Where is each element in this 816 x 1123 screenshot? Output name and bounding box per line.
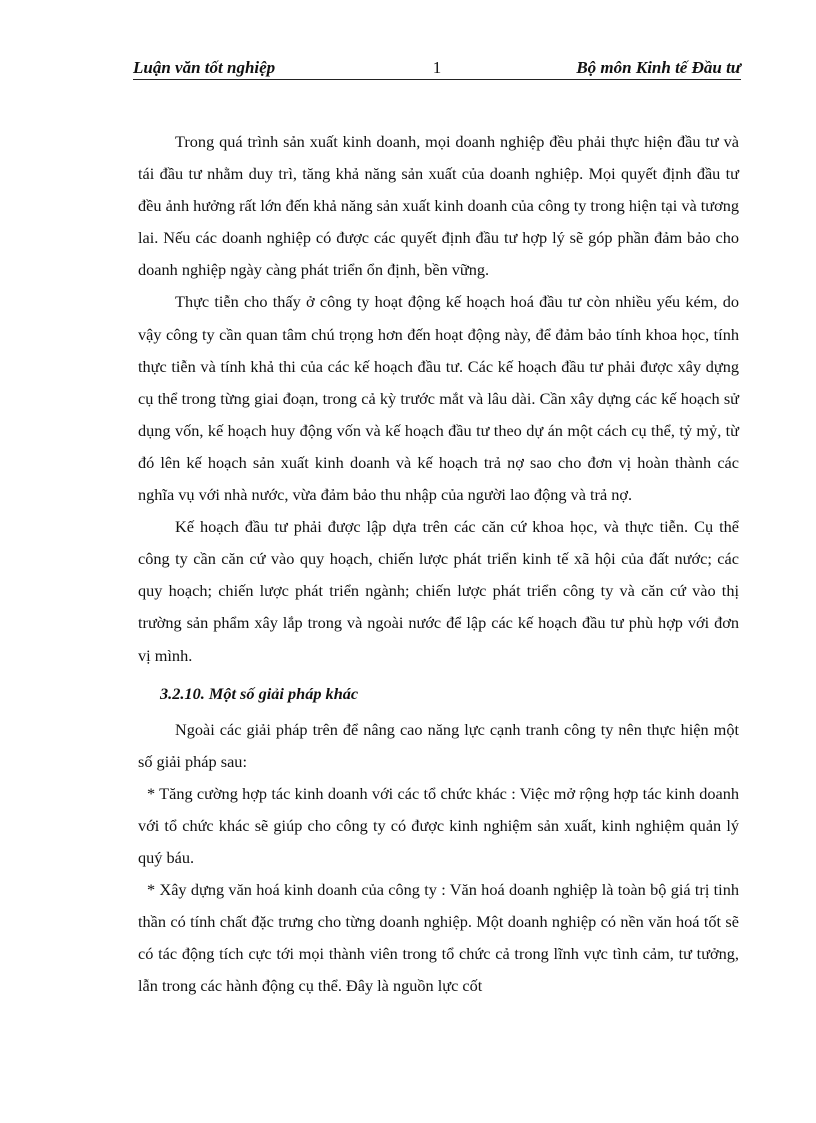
page-number: 1 bbox=[432, 58, 442, 77]
header-department: Bộ môn Kinh tế Đầu tư bbox=[576, 58, 741, 77]
paragraph-planning-basis: Kế hoạch đầu tư phải được lập dựa trên các căn cứ khoa học, và thực tiễn. Cụ thể công ty cần căn cứ vào quy hoạch, chiến lược phát triển kinh tế xã hội của đất nước; các quy hoạch; chiến lược phát triển ngành; chiến lược phát triển công ty và căn cứ vào thị trường sản phẩm xây lắp trong và ngoài nước để lập các kế hoạch đầu tư phù hợp với đơn vị mình. bbox=[138, 517, 739, 665]
section-heading: 3.2.10. Một số giải pháp khác bbox=[160, 683, 359, 703]
paragraph-cooperation: * Tăng cường hợp tác kinh doanh với các tổ chức khác : Việc mở rộng hợp tác kinh doanh với tổ chức khác sẽ giúp cho công ty có được kinh nghiệm sản xuất, kinh nghiệm quản lý quý báu. bbox=[138, 783, 739, 868]
paragraph-other-solutions: Ngoài các giải pháp trên để nâng cao năng lực cạnh tranh công ty nên thực hiện một số giải pháp sau: bbox=[138, 719, 739, 771]
paragraph-business-culture: * Xây dựng văn hoá kinh doanh của công ty : Văn hoá doanh nghiệp là toàn bộ giá trị tinh thần có tính chất đặc trưng cho từng doanh nghiệp. Một doanh nghiệp có nền văn hoá tốt sẽ có tác động tích cực tới mọi thành viên trong tổ chức cả trong lĩnh vực tình cảm, tư tưởng, lẫn trong các hành động cụ thể. Đây là nguồn lực cốt bbox=[138, 880, 739, 996]
header-divider bbox=[133, 79, 741, 80]
paragraph-investment-decisions: Trong quá trình sản xuất kinh doanh, mọi doanh nghiệp đều phải thực hiện đầu tư và tái đầu tư nhằm duy trì, tăng khả năng sản xuất của doanh nghiệp. Mọi quyết định đầu tư đều ảnh hưởng rất lớn đến khả năng sản xuất kinh doanh của công ty trong hiện tại và tương lai. Nếu các doanh nghiệp có được các quyết định đầu tư hợp lý sẽ góp phần đảm bảo cho doanh nghiệp ngày càng phát triển ổn định, bền vững. bbox=[138, 132, 739, 280]
page-header bbox=[133, 56, 741, 80]
document-body bbox=[138, 126, 739, 1003]
header-thesis-title: Luận văn tốt nghiệp bbox=[133, 58, 276, 77]
paragraph-planning-weakness: Thực tiễn cho thấy ở công ty hoạt động kế hoạch hoá đầu tư còn nhiều yếu kém, do vậy công ty cần quan tâm chú trọng hơn đến hoạt động này, để đảm bảo tính khoa học, tính thực tiễn và tính khả thi của các kế hoạch đầu tư. Các kế hoạch đầu tư phải được xây dựng cụ thể trong từng giai đoạn, trong cả kỳ trước mắt và lâu dài. Cần xây dựng các kế hoạch sử dụng vốn, kế hoạch huy động vốn và kế hoạch đầu tư theo dự án một cách cụ thể, tỷ mỷ, từ đó lên kế hoạch sản xuất kinh doanh và kế hoạch trả nợ sao cho đơn vị hoàn thành các nghĩa vụ với nhà nước, vừa đảm bảo thu nhập của người lao động và trả nợ. bbox=[138, 292, 739, 505]
